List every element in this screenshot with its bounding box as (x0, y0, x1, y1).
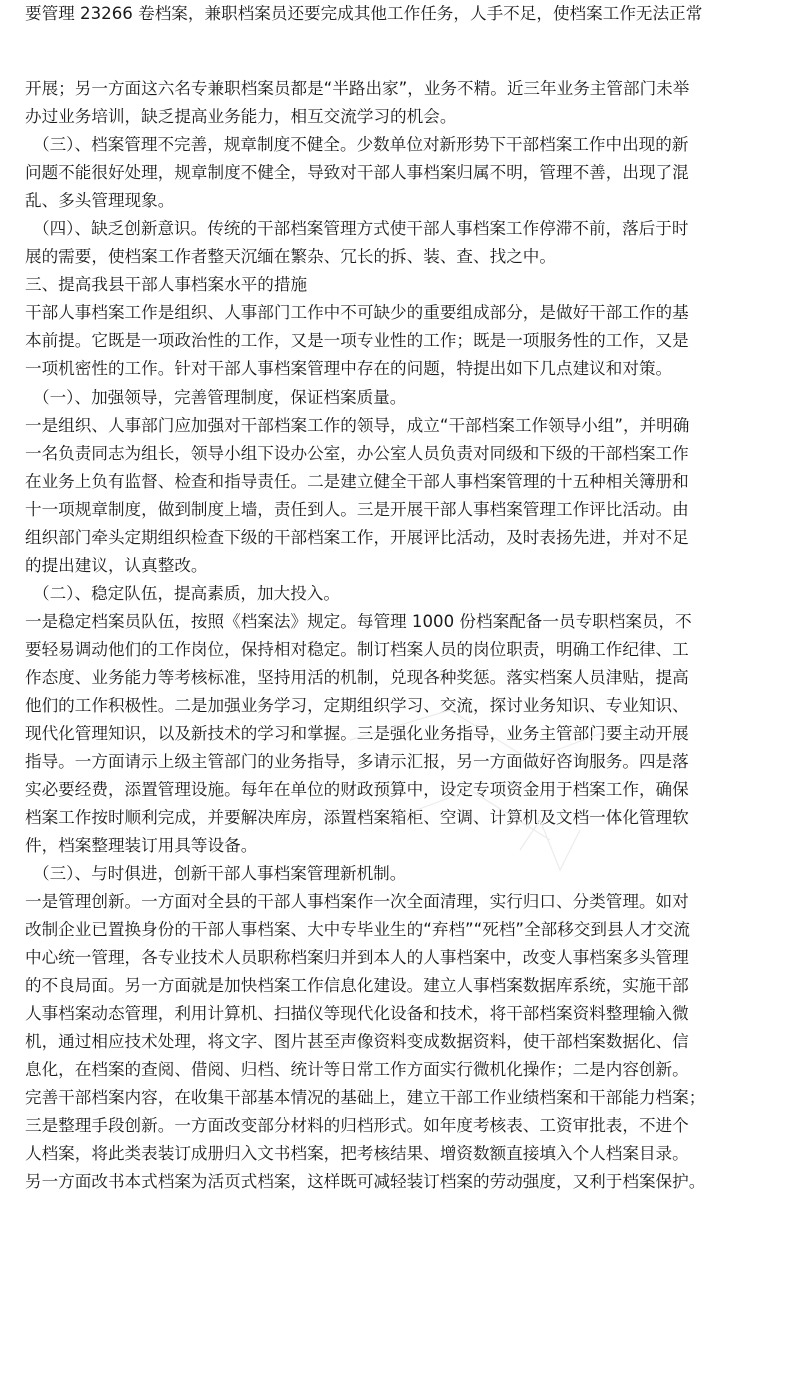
text-line: 组织部门牵头定期组织检查下级的干部档案工作，开展评比活动，及时表扬先进，并对不足 (25, 528, 689, 547)
text-line: 息化，在档案的查阅、借阅、归档、统计等日常工作方面实行微机化操作；二是内容创新。 (25, 1060, 689, 1079)
section-heading: （三）、与时俱进，创新干部人事档案管理新机制。 (33, 864, 407, 883)
text-line: 办过业务培训，缺乏提高业务能力，相互交流学习的机会。 (25, 107, 457, 126)
text-line: 一是稳定档案员队伍，按照《档案法》规定。每管理 1000 份档案配备一员专职档案员，不 (25, 612, 692, 631)
text-line: 本前提。它既是一项政治性的工作，又是一项专业性的工作；既是一项服务性的工作，又是 (25, 331, 689, 350)
text-line: 指导。一方面请示上级主管部门的业务指导，多请示汇报，另一方面做好咨询服务。四是落 (25, 752, 689, 771)
text-line: 一是组织、人事部门应加强对干部档案工作的领导，成立“干部档案工作领导小组”，并明确 (25, 416, 690, 435)
text-line: 作态度、业务能力等考核标准，坚持用活的机制，兑现各种奖惩。落实档案人员津贴，提高 (25, 668, 689, 687)
text-line: 中心统一管理，各专业技术人员职称档案归并到本人的人事档案中，改变人事档案多头管理 (25, 948, 689, 967)
text-line: 干部人事档案工作是组织、人事部门工作中不可缺少的重要组成部分，是做好干部工作的基 (25, 303, 689, 322)
section-heading: （一）、加强领导，完善管理制度，保证档案质量。 (33, 388, 407, 407)
text-line: 完善干部档案内容，在收集干部基本情况的基础上，建立干部工作业绩档案和干部能力档案； (25, 1088, 706, 1107)
text-line: 问题不能很好处理，规章制度不健全，导致对干部人事档案归属不明，管理不善，出现了混 (25, 163, 689, 182)
text-line: 的提出建议，认真整改。 (25, 556, 208, 575)
text-line: 实必要经费，添置管理设施。每年在单位的财政预算中，设定专项资金用于档案工作，确保 (25, 780, 689, 799)
text-line: 在业务上负有监督、检查和指导责任。二是建立健全干部人事档案管理的十五种相关簿册和 (25, 472, 689, 491)
text-line: 的不良局面。另一方面就是加快档案工作信息化建设。建立人事档案数据库系统，实施干部 (25, 976, 689, 995)
section-heading: （四）、缺乏创新意识。传统的干部档案管理方式使干部人事档案工作停滞不前，落后于时 (33, 219, 689, 238)
section-heading: （二）、稳定队伍，提高素质，加大投入。 (33, 584, 340, 603)
text-line: 件，档案整理装订用具等设备。 (25, 836, 258, 855)
text-line: 一是管理创新。一方面对全县的干部人事档案作一次全面清理，实行归口、分类管理。如对 (25, 892, 689, 911)
text-line: 机，通过相应技术处理，将文字、图片甚至声像资料变成数据资料，使干部档案数据化、信 (25, 1032, 689, 1051)
text-line: 人档案，将此类表装订成册归入文书档案，把考核结果、增资数额直接填入个人档案目录。 (25, 1144, 689, 1163)
text-line: 开展；另一方面这六名专兼职档案员都是“半路出家”，业务不精。近三年业务主管部门未举 (25, 79, 690, 98)
text-line: 他们的工作积极性。二是加强业务学习，定期组织学习、交流，探讨业务知识、专业知识、 (25, 696, 689, 715)
text-line: 十一项规章制度，做到制度上墙，责任到人。三是开展干部人事档案管理工作评比活动。由 (25, 500, 689, 519)
text-line: 三是整理手段创新。一方面改变部分材料的归档形式。如年度考核表、工资审批表，不进个 (25, 1116, 689, 1135)
text-line: 现代化管理知识，以及新技术的学习和掌握。三是强化业务指导，业务主管部门要主动开展 (25, 724, 689, 743)
text-line: 乱、多头管理现象。 (25, 191, 175, 210)
section-heading: 三、提高我县干部人事档案水平的措施 (25, 275, 308, 294)
text-line: 要轻易调动他们的工作岗位，保持相对稳定。制订档案人员的岗位职责，明确工作纪律、工 (25, 640, 689, 659)
text-line: 一项机密性的工作。针对干部人事档案管理中存在的问题，特提出如下几点建议和对策。 (25, 359, 673, 378)
section-heading: （三）、档案管理不完善，规章制度不健全。少数单位对新形势下干部档案工作中出现的新 (33, 135, 689, 154)
text-line: 要管理 23266 卷档案，兼职档案员还要完成其他工作任务，人手不足，使档案工作无法正常 (25, 4, 703, 23)
text-line: 档案工作按时顺利完成，并要解决库房，添置档案箱柜、空调、计算机及文档一体化管理软 (25, 808, 689, 827)
text-line: 另一方面改书本式档案为活页式档案，这样既可减轻装订档案的劳动强度，又利于档案保护。 (25, 1172, 706, 1191)
text-line: 人事档案动态管理，利用计算机、扫描仪等现代化设备和技术，将干部档案资料整理输入微 (25, 1004, 689, 1023)
text-line: 改制企业已置换身份的干部人事档案、大中专毕业生的“弃档”“死档”全部移交到县人才交流 (25, 920, 690, 939)
text-line: 展的需要，使档案工作者整天沉缅在繁杂、冗长的拆、装、查、找之中。 (25, 247, 556, 266)
text-line: 一名负责同志为组长，领导小组下设办公室，办公室人员负责对同级和下级的干部档案工作 (25, 444, 689, 463)
